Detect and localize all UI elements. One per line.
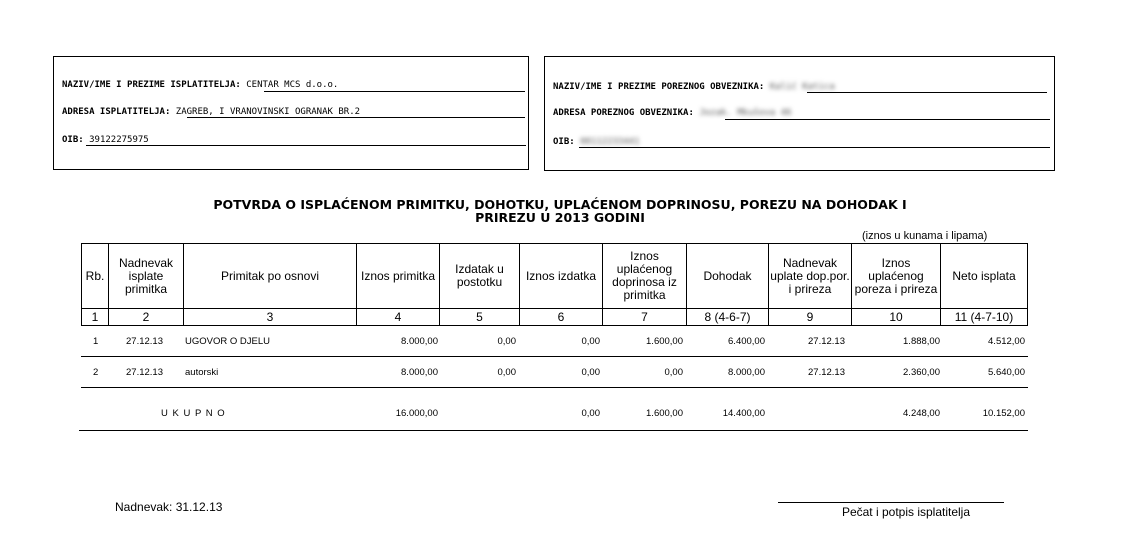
- taxpayer-oib-field: [553, 137, 640, 147]
- document-title-line2: PRIREZU U 2013 GODINI: [475, 210, 645, 225]
- col-number: 3: [184, 309, 357, 326]
- row-expense-amount: 0,00: [581, 367, 600, 378]
- row-rb: 1: [93, 336, 99, 347]
- taxpayer-oib-underline: [579, 147, 1050, 148]
- col-number: 1: [82, 309, 109, 326]
- total-label: U K U P N O: [161, 408, 226, 419]
- payer-address-underline: [187, 117, 525, 118]
- taxpayer-address-underline: [725, 119, 1050, 120]
- total-expense-amount: 0,00: [581, 408, 600, 419]
- col-number: 9: [769, 309, 852, 326]
- row-income-amount: 8.000,00: [401, 336, 438, 347]
- document-title-line1: POTVRDA O ISPLAĆENOM PRIMITKU, DOHOTKU, UPLAĆENOM DOPRINOSU, POREZU NA DOHODAK I: [213, 197, 907, 212]
- row-expense-percent: 0,00: [497, 336, 516, 347]
- taxpayer-oib-label: OIB:: [553, 137, 575, 147]
- col-header-expense-amount: Iznos izdatka: [520, 244, 603, 309]
- total-tax-amount: 4.248,00: [903, 408, 940, 419]
- payer-name-value: CENTAR MCS d.o.o.: [246, 80, 339, 90]
- payer-name-label: NAZIV/IME I PREZIME ISPLATITELJA:: [62, 80, 241, 90]
- col-number: 10: [852, 309, 941, 326]
- document-title: [160, 198, 960, 224]
- payer-address-field: [62, 107, 360, 117]
- row-payment-date: 27.12.13: [126, 336, 163, 347]
- row-tax-payment-date: 27.12.13: [808, 367, 845, 378]
- row-divider: [81, 387, 1028, 388]
- col-header-net-payment: Neto isplata: [941, 244, 1028, 309]
- col-number: 7: [603, 309, 687, 326]
- income-table-header: [81, 243, 1028, 326]
- col-header-dohodak: Dohodak: [687, 244, 769, 309]
- payer-oib-field: [62, 135, 149, 145]
- taxpayer-info-box: [544, 56, 1055, 171]
- table-total-row: [79, 394, 1028, 431]
- col-header-payment-date: Nadnevak isplate primitka: [109, 244, 184, 309]
- row-tax-amount: 2.360,00: [903, 367, 940, 378]
- total-dohodak: 14.400,00: [722, 408, 765, 419]
- col-header-expense-percent: Izdatak u postotku: [440, 244, 520, 309]
- taxpayer-address-value: Jozak. Mkušova 46: [699, 108, 792, 118]
- taxpayer-address-label: ADRESA POREZNOG OBVEZNIKA:: [553, 108, 694, 118]
- row-rb: 2: [93, 367, 99, 378]
- col-header-tax-payment-date: Nadnevak uplate dop.por. i prireza: [769, 244, 852, 309]
- signature-line: [778, 502, 1004, 503]
- col-header-contribution: Iznos uplaćenog doprinosa iz primitka: [603, 244, 687, 309]
- signature-label: Pečat i potpis isplatitelja: [841, 505, 971, 519]
- col-header-rb: Rb.: [82, 244, 109, 309]
- payer-oib-label: OIB:: [62, 135, 84, 145]
- payer-info-box: [53, 56, 529, 170]
- row-dohodak: 8.000,00: [728, 367, 765, 378]
- total-income-amount: 16.000,00: [395, 408, 438, 419]
- row-net-payment: 5.640,00: [988, 367, 1025, 378]
- col-header-income-basis: Primitak po osnovi: [184, 244, 357, 309]
- row-tax-payment-date: 27.12.13: [808, 336, 845, 347]
- taxpayer-name-field: [553, 82, 835, 92]
- col-number: 2: [109, 309, 184, 326]
- taxpayer-address-field: [553, 108, 791, 118]
- col-number: 4: [357, 309, 440, 326]
- taxpayer-oib-value: 08112233441: [580, 137, 640, 147]
- col-number: 8 (4-6-7): [687, 309, 769, 326]
- unit-note: (iznos u kunama i lipama): [862, 230, 988, 242]
- payer-oib-underline: [86, 145, 526, 146]
- row-contribution: 1.600,00: [646, 336, 683, 347]
- row-income-amount: 8.000,00: [401, 367, 438, 378]
- col-number: 6: [520, 309, 603, 326]
- col-header-tax-amount: Iznos uplaćenog poreza i prireza: [852, 244, 941, 309]
- taxpayer-name-underline: [807, 92, 1047, 93]
- payer-address-value: ZAGREB, I VRANOVINSKI OGRANAK BR.2: [175, 107, 361, 117]
- total-contribution: 1.600,00: [646, 408, 683, 419]
- row-net-payment: 4.512,00: [988, 336, 1025, 347]
- row-contribution: 0,00: [664, 367, 683, 378]
- row-dohodak: 6.400,00: [728, 336, 765, 347]
- payer-address-label: ADRESA ISPLATITELJA:: [62, 107, 171, 117]
- table-row: [81, 357, 1028, 388]
- row-payment-date: 27.12.13: [126, 367, 163, 378]
- total-net-payment: 10.152,00: [982, 408, 1025, 419]
- row-tax-amount: 1.888,00: [903, 336, 940, 347]
- table-row: [81, 326, 1028, 357]
- taxpayer-name-label: NAZIV/IME I PREZIME POREZNOG OBVEZNIKA:: [553, 82, 765, 92]
- taxpayer-name-value: Kalić Katica: [769, 82, 835, 92]
- row-income-basis: autorski: [185, 367, 219, 378]
- row-expense-percent: 0,00: [497, 367, 516, 378]
- payer-name-underline: [264, 91, 525, 92]
- col-header-income-amount: Iznos primitka: [357, 244, 440, 309]
- payer-oib-value: 39122275975: [89, 135, 149, 145]
- issue-date: Nadnevak: 31.12.13: [115, 500, 223, 514]
- row-expense-amount: 0,00: [581, 336, 600, 347]
- payer-name-field: [62, 80, 338, 90]
- row-income-basis: UGOVOR O DJELU: [185, 336, 270, 347]
- col-number: 5: [440, 309, 520, 326]
- col-number: 11 (4-7-10): [941, 309, 1028, 326]
